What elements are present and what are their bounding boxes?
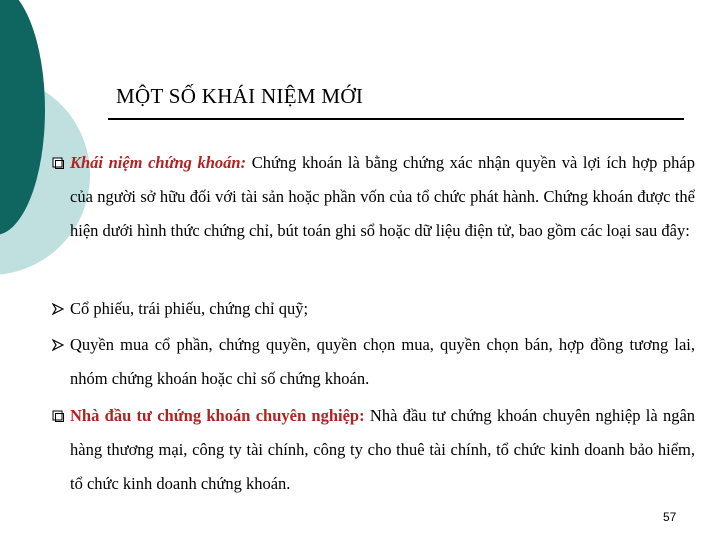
page-number: 57 (663, 510, 677, 524)
arrow-bullet-icon (52, 339, 64, 351)
definition-text: Chứng khoán là bằng chứng xác nhận quyền và lợi ích hợp pháp của người sở hữu đối với tài sản hoặc phần vốn của tổ chức phát hành. Chứng khoán được thể hiện dưới hình thức chứng chỉ, bút toán ghi sổ hoặc dữ liệu điện tử, bao gồm các loại sau đây: (70, 153, 695, 240)
square-bullet-icon (52, 157, 64, 169)
definition-text: Nhà đầu tư chứng khoán chuyên nghiệp là ngân hàng thương mại, công ty tài chính, công ty cho thuê tài chính, tổ chức kinh doanh bảo hiểm, tổ chức kinh doanh chứng khoán. (70, 406, 696, 493)
term-professional-investor: Nhà đầu tư chứng khoán chuyên nghiệp: (70, 406, 365, 425)
slide-title: MỘT SỐ KHÁI NIỆM MỚI (116, 84, 364, 108)
title-underline (108, 118, 684, 120)
arrow-bullet-icon (52, 303, 64, 315)
definition-professional-investor (70, 399, 695, 501)
definition-securities (70, 146, 695, 248)
list-item: Cổ phiếu, trái phiếu, chứng chỉ quỹ; (70, 299, 309, 318)
square-bullet-icon (52, 410, 64, 422)
term-securities: Khái niệm chứng khoán: (70, 153, 247, 172)
list-item: Quyền mua cổ phần, chứng quyền, quyền chọn mua, quyền chọn bán, hợp đồng tương lai, nhóm chứng khoán hoặc chỉ số chứng khoán. (70, 335, 695, 388)
